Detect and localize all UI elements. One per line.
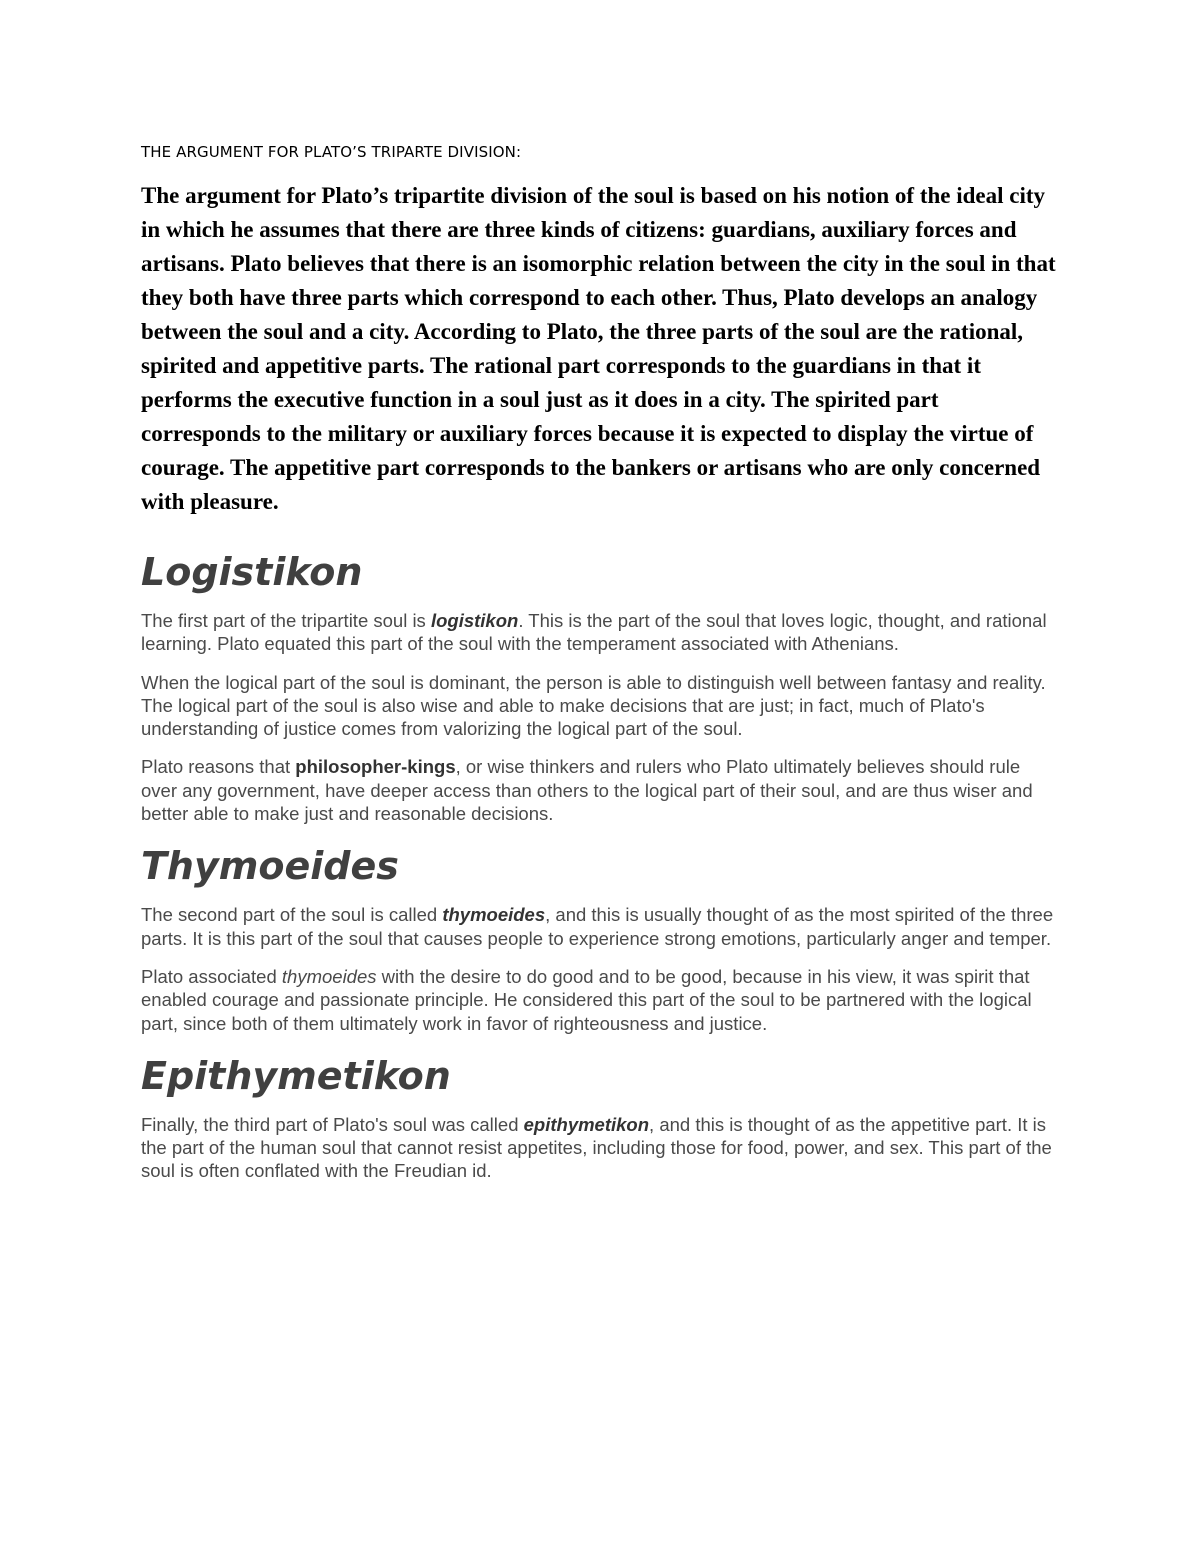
text-span: The first part of the tripartite soul is: [141, 610, 431, 631]
section-logistikon: [141, 547, 1061, 825]
text-span: , and this is thought of as the appetitive part. It is the part of the human soul that cannot resist appetites, including those for food, power, and sex. This part of the soul is often conflated with the Freudian id.: [141, 1113, 1052, 1182]
text-span: The second part of the soul is called: [141, 904, 443, 926]
term-thymoeides-italic: thymoeides: [281, 965, 377, 987]
term-epithymetikon: epithymetikon: [523, 1113, 650, 1135]
document-page: [141, 143, 1061, 1199]
section-heading-logistikon: Logistikon: [141, 550, 363, 594]
text-span: with the desire to do good and to be good, because in his view, it was spirit that enabled courage and passionate principle. He considered this part of the soul to be partnered with the logical part, since both of them ultimately work in favor of righteousness and justice.: [141, 965, 1032, 1034]
section-heading-thymoeides: Thymoeides: [141, 844, 399, 889]
thymoeides-paragraph-1: [141, 903, 1061, 950]
text-span: , and this is usually thought of as the most spirited of the three parts. It is this part of the soul that causes people to experience strong emotions, particularly anger and temper.: [141, 904, 1054, 949]
intro-paragraph: The argument for Plato’s tripartite division of the soul is based on his notion of the ideal city in which he assumes that there are three kinds of citizens: guardians, auxiliary forces and artisans. Plato believes that there is an isomorphic relation between the city in the soul in that they both have three parts which correspond to each other. Thus, Plato develops an analogy between the soul and a city. According to Plato, the three parts of the soul are the rational, spirited and appetitive parts. The rational part corresponds to the guardians in that it performs the executive function in a soul just as it does in a city. The spirited part corresponds to the military or auxiliary forces because it is expected to display the virtue of courage. The appetitive part corresponds to the bankers or artisans who are only concerned with pleasure.: [141, 183, 1056, 514]
logistikon-paragraph-1: [141, 609, 1061, 656]
section-thymoeides: [141, 841, 1061, 1034]
section-heading-epithymetikon: Epithymetikon: [141, 1053, 451, 1098]
term-philosopher-kings: philosopher-kings: [295, 756, 456, 778]
text-span: Plato associated: [141, 965, 282, 987]
epithymetikon-paragraph-1: [141, 1113, 1061, 1183]
term-logistikon: logistikon: [430, 610, 519, 631]
text-span: Plato reasons that: [141, 756, 296, 778]
logistikon-paragraph-2: When the logical part of the soul is dominant, the person is able to distinguish well between fantasy and reality. The logical part of the soul is also wise and able to make decisions that are just; in fact, much of Plato's understanding of justice comes from valorizing the logical part of the soul.: [141, 671, 1046, 740]
text-span: , or wise thinkers and rulers who Plato ultimately believes should rule over any government, have deeper access than others to the logical part of their soul, and are thus wiser and better able to make just and reasonable decisions.: [141, 756, 1033, 825]
document-title: THE ARGUMENT FOR PLATO’S TRIPARTE DIVISION:: [141, 143, 522, 161]
term-thymoeides: thymoeides: [442, 904, 546, 926]
thymoeides-paragraph-2: [141, 965, 1061, 1035]
text-span: . This is the part of the soul that loves logic, thought, and rational learning. Plato equated this part of the soul with the temperament associated with Athenians.: [141, 610, 1047, 655]
text-span: Finally, the third part of Plato's soul was called: [141, 1113, 524, 1135]
logistikon-paragraph-3: [141, 755, 1061, 825]
section-epithymetikon: [141, 1051, 1061, 1183]
